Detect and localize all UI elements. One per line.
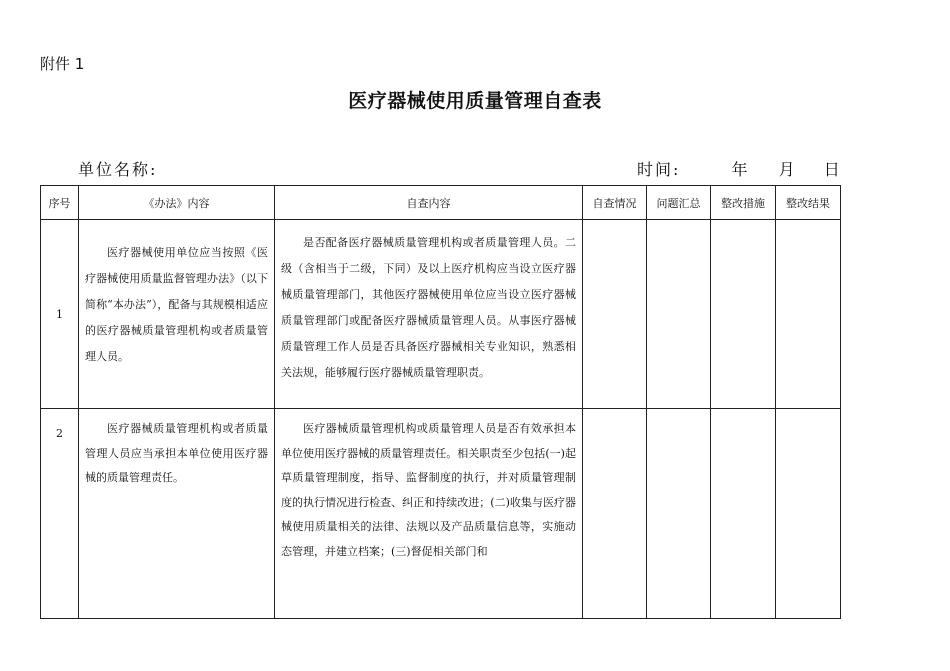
self-check-table	[40, 185, 841, 619]
self-check-cell[interactable]	[583, 409, 647, 619]
row-index: 2	[41, 409, 79, 619]
table-row	[41, 409, 841, 619]
table-row	[41, 220, 841, 409]
content-text: 医疗器械质量管理机构或质量管理人员是否有效承担本单位使用医疗器械的质量管理责任。相关职责至少包括(一)起草质量管理制度，指导、监督制度的执行，并对质量管理制度的执行情况进行检查、纠正和持续改进；(二)收集与医疗器械使用质量相关的法律、法规以及产品质量信息等，实施动态管理，并建立档案；(三)督促相关部门和	[281, 422, 576, 558]
table-header-row	[41, 186, 841, 220]
row-index: 1	[41, 220, 79, 409]
banfa-text: 医疗器械使用单位应当按照《医疗器械使用质量监督管理办法》（以下简称“本办法”），配备与其规模相适应的医疗器械质量管理机构或者质量管理人员。	[85, 246, 268, 363]
time-label: 时间:	[637, 160, 681, 179]
year-label: 年	[731, 160, 750, 179]
col-header-self-check: 自查情况	[583, 186, 647, 220]
banfa-cell	[79, 409, 275, 619]
month-label: 月	[778, 160, 797, 179]
col-header-banfa: 《办法》内容	[79, 186, 275, 220]
content-cell	[275, 409, 583, 619]
problems-cell[interactable]	[647, 220, 711, 409]
self-check-cell[interactable]	[583, 220, 647, 409]
content-text: 是否配备医疗器械质量管理机构或者质量管理人员。二级（含相当于二级，下同）及以上医疗机构应当设立医疗器械质量管理部门，其他医疗器械使用单位应当设立医疗器械质量管理部门或配备医疗器械质量管理人员。从事医疗器械质量管理工作人员是否具备医疗器械相关专业知识，熟悉相关法规，能够履行医疗器械质量管理职责。	[281, 236, 576, 379]
banfa-text: 医疗器械质量管理机构或者质量管理人员应当承担本单位使用医疗器械的质量管理责任。	[85, 422, 268, 485]
col-header-index: 序号	[41, 186, 79, 220]
banfa-cell	[79, 220, 275, 409]
rectify-measures-cell[interactable]	[711, 220, 776, 409]
problems-cell[interactable]	[647, 409, 711, 619]
day-label: 日	[823, 160, 842, 179]
rectify-result-cell[interactable]	[776, 409, 841, 619]
attachment-label: 附件 1	[40, 55, 85, 73]
col-header-rectify-result: 整改结果	[776, 186, 841, 220]
page-title: 医疗器械使用质量管理自查表	[348, 90, 602, 112]
rectify-measures-cell[interactable]	[711, 409, 776, 619]
unit-name-label: 单位名称:	[78, 160, 158, 179]
col-header-problems: 问题汇总	[647, 186, 711, 220]
col-header-content: 自查内容	[275, 186, 583, 220]
content-cell	[275, 220, 583, 409]
col-header-rectify-measures: 整改措施	[711, 186, 776, 220]
date-line	[637, 157, 842, 180]
rectify-result-cell[interactable]	[776, 220, 841, 409]
